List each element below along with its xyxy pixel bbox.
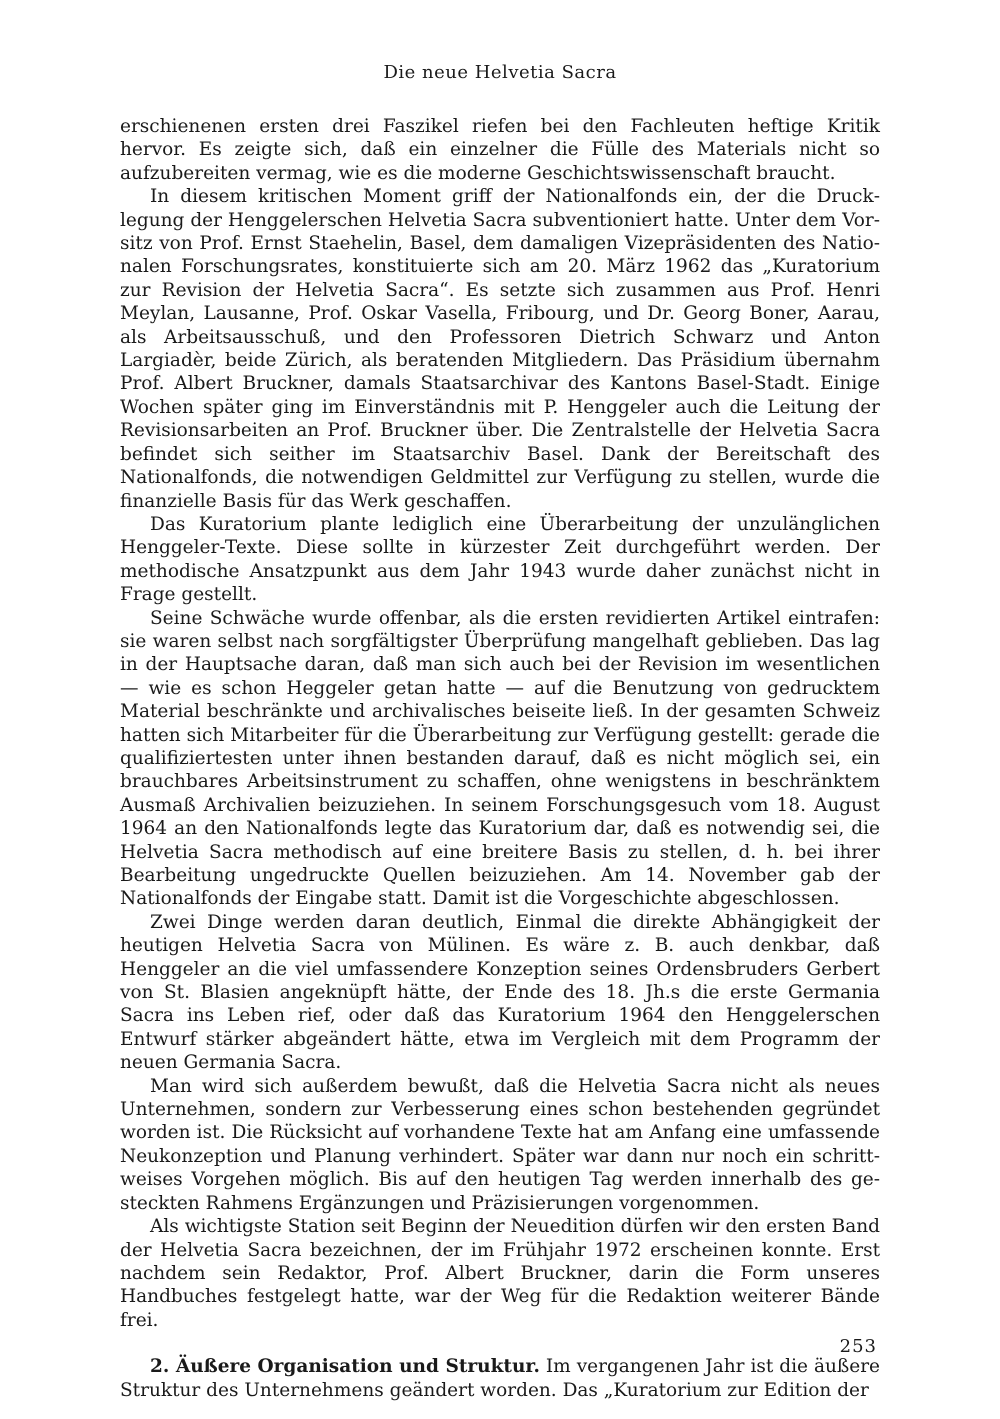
paragraph-5: Zwei Dinge werden daran deutlich, Einmal die direkte Abhängigkeit der heutigen Helvetia Sacra von Mülinen. Es wäre z. B. auch denkbar, daß Henggeler an die viel umfassendere Konzeption seines Ordensbruders Gerbert von St. Blasien angeknüpft hätte, der Ende des 18. Jh.s die erste Germania Sacra ins Leben rief, oder daß das Kuratorium 1964 den Henggelerschen Entwurf stärker abgeändert hätte, etwa im Vergleich mit dem Programm der neuen Germania Sacra. bbox=[120, 911, 880, 1074]
section-paragraph bbox=[120, 1355, 880, 1402]
section-heading: 2. Äußere Organisation und Struktur. bbox=[150, 1356, 540, 1378]
paragraph-2: In diesem kritischen Moment griff der Nationalfonds ein, der die Drucklegung der Henggelerschen Helvetia Sacra subventioniert hatte. Unter dem Vorsitz von Prof. Ernst Staehelin, Basel, dem damaligen Vizepräsidenten des Nationalen Forschungsrates, konstituierte sich am 20. März 1962 das „Kuratorium zur Revision der Helvetia Sacra“. Es setzte sich zusammen aus Prof. Henri Meylan, Lausanne, Prof. Oskar Vasella, Fribourg, und Dr. Georg Boner, Aarau, als Arbeitsausschuß, und den Professoren Dietrich Schwarz und Anton Largiadèr, beide Zürich, als beratenden Mitgliedern. Das Präsidium übernahm Prof. Albert Bruckner, damals Staatsarchivar des Kantons Basel-Stadt. Einige Wochen später ging im Einverständnis mit P. Henggeler auch die Leitung der Revisionsarbeiten an Prof. Bruckner über. Die Zentralstelle der Helvetia Sacra befindet sich seither im Staatsarchiv Basel. Dank der Bereitschaft des Nationalfonds, die notwendigen Geldmittel zur Verfügung zu stellen, wurde die finanzielle Basis für das Werk geschaffen. bbox=[120, 186, 880, 512]
paragraph-7: Als wichtigste Station seit Beginn der Neuedition dürfen wir den ersten Band der Helvetia Sacra bezeichnen, der im Frühjahr 1972 erscheinen konnte. Erst nachdem sein Redaktor, Prof. Albert Bruckner, darin die Form unseres Handbuches festgelegt hatte, war der Weg für die Redaktion weiterer Bände frei. bbox=[120, 1216, 880, 1331]
paragraph-3: Das Kuratorium plante lediglich eine Überarbeitung der unzulänglichen Henggeler-Texte. Diese sollte in kürzester Zeit durchgeführt werden. Der methodische Ansatzpunkt aus dem Jahr 1943 wurde daher zunächst nicht in Frage gestellt. bbox=[120, 513, 880, 606]
page-number: 253 bbox=[839, 1336, 877, 1357]
section-text: Im vergangenen Jahr ist die äußere Struktur des Unternehmens geändert worden. Das „Kuratorium zur Edition der bbox=[120, 1356, 881, 1401]
paragraph-4: Seine Schwäche wurde offenbar, als die ersten revidierten Artikel eintrafen: sie waren selbst nach sorgfältigster Überprüfung mangelhaft geblieben. Das lag in der Hauptsache daran, daß man sich auch bei der Revision im wesentlichen — wie es schon Heggeler getan hatte — auf die Benutzung von gedrucktem Material beschränkte und archivalisches beiseite ließ. In der gesamten Schweiz hatten sich Mitarbeiter für die Überarbeitung zur Verfügung gestellt: gerade die qualifiziertesten unter ihnen bestanden darauf, daß es nicht möglich sei, ein brauchbares Arbeitsinstrument zu schaffen, ohne wenigstens in beschränktem Ausmaß Archivalien beizuziehen. In seinem Forschungsgesuch vom 18. August 1964 an den Nationalfonds legte das Kuratorium dar, daß es notwendig sei, die Helvetia Sacra methodisch auf eine breitere Basis zu stellen, d. h. bei ihrer Bearbeitung ungedruckte Quellen beizuziehen. Am 14. November gab der Nationalfonds der Eingabe statt. Damit ist die Vorgeschichte abgeschlossen. bbox=[120, 607, 880, 910]
paragraph-6: Man wird sich außerdem bewußt, daß die Helvetia Sacra nicht als neues Unternehmen, sondern zur Verbesserung eines schon bestehenden gegründet worden ist. Die Rücksicht auf vorhandene Texte hat am Anfang eine umfassende Neukonzeption und Planung verhindert. Später war dann nur noch ein schrittweises Vorgehen möglich. Bis auf den heutigen Tag werden innerhalb des gesteckten Rahmens Ergänzungen und Präzisierungen vorgenommen. bbox=[120, 1075, 880, 1214]
paragraph-1: erschienenen ersten drei Faszikel riefen bei den Fachleuten heftige Kritik hervor. Es zeigte sich, daß ein einzelner die Fülle des Materials nicht so aufzubereiten vermag, wie es die moderne Geschichtswissenschaft braucht. bbox=[120, 116, 880, 184]
running-head: Die neue Helvetia Sacra bbox=[383, 62, 617, 83]
body-text bbox=[120, 115, 880, 1402]
